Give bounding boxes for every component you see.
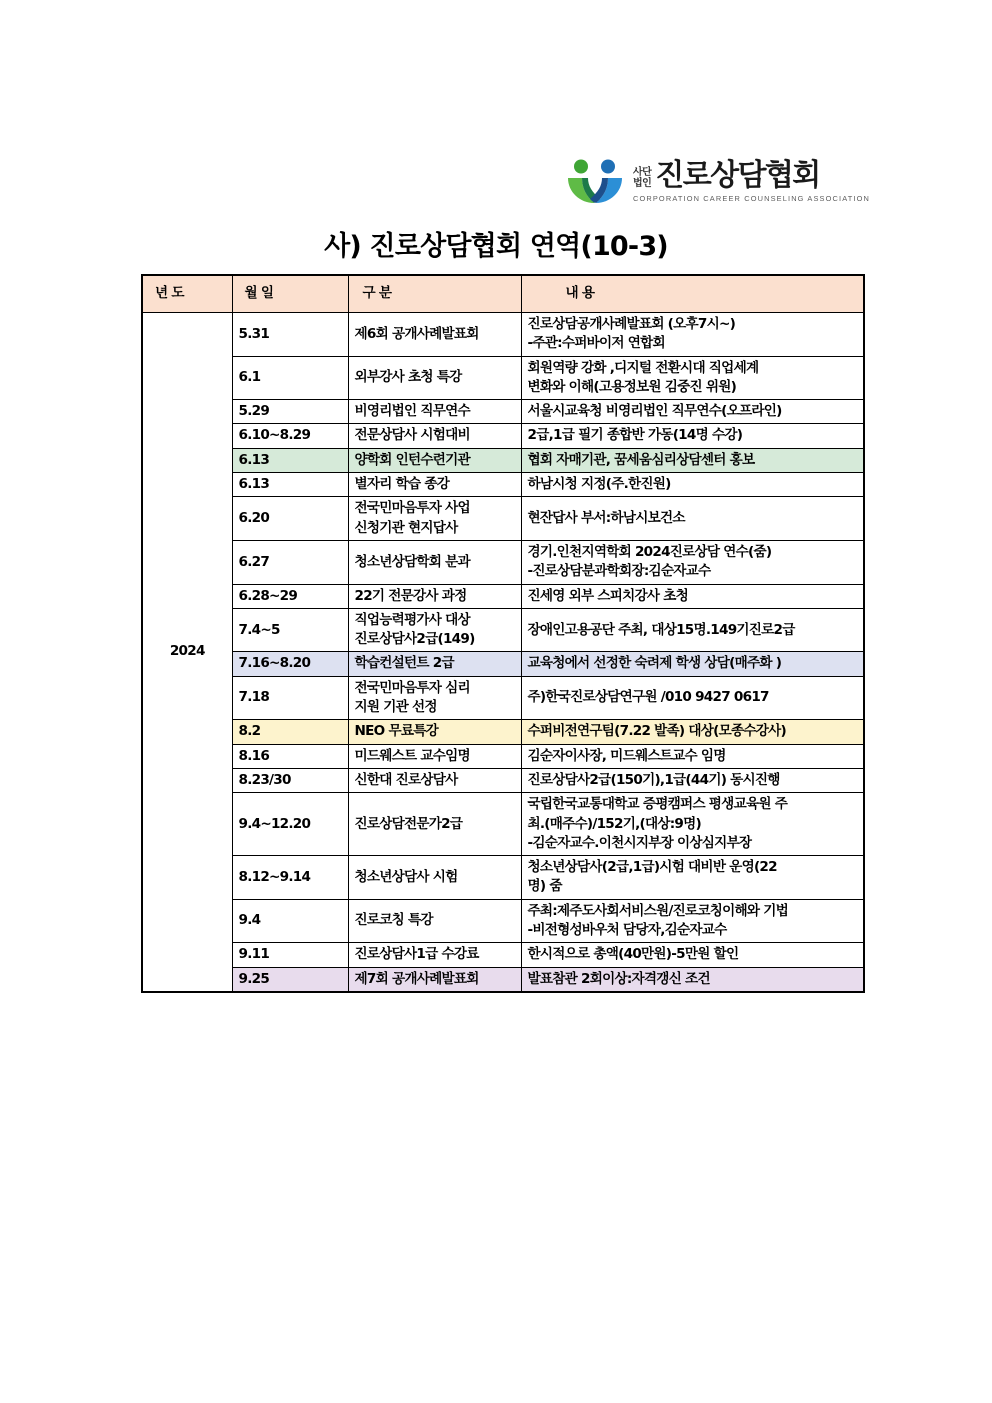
date-cell: 9.4~12.20 [232, 793, 348, 856]
date-cell: 8.2 [232, 720, 348, 744]
desc-line: 교육청에서 선정한 숙려제 학생 상담(매주화 ) [527, 655, 782, 672]
date-cell: 6.1 [232, 356, 348, 400]
date-cell: 7.4~5 [232, 608, 348, 652]
desc-line: 국립한국교통대학교 증평캠퍼스 평생교육원 주 [527, 796, 788, 813]
desc-line: 진로상담공개사례발표회 (오후7시~) [527, 316, 736, 332]
kind-line: 진로상담사2급(149) [354, 631, 475, 648]
kind-cell: 비영리법인 직무연수 [348, 400, 521, 424]
desc-line: 김순자이사장, 미드웨스트교수 임명 [527, 747, 726, 764]
logo-english-label: CORPORATION CAREER COUNSELING ASSOCIATION [632, 194, 870, 204]
date-cell: 9.25 [232, 967, 348, 992]
desc-cell [521, 652, 864, 676]
date-cell: 9.4 [232, 899, 348, 943]
logo-text [632, 158, 870, 204]
kind-line: 전국민마음투자 사업 [354, 500, 470, 517]
table-row [142, 899, 864, 943]
kind-cell [348, 497, 521, 541]
table-row [142, 608, 864, 652]
date-cell: 6.13 [232, 473, 348, 497]
kind-cell: 제6회 공개사례발표회 [348, 313, 521, 357]
table-row [142, 356, 864, 400]
table-row [142, 400, 864, 424]
kind-cell: 미드웨스트 교수임명 [348, 744, 521, 768]
desc-cell [521, 608, 864, 652]
table-row [142, 768, 864, 792]
header-kind: 구 분 [348, 275, 521, 313]
desc-line: 진로상담사2급(150기),1급(44기) 동시진행 [527, 771, 780, 788]
kind-cell: 외부강사 초청 특강 [348, 356, 521, 400]
date-cell: 9.11 [232, 943, 348, 967]
date-cell: 7.16~8.20 [232, 652, 348, 676]
desc-cell [521, 584, 864, 608]
kind-cell: 제7회 공개사례발표회 [348, 967, 521, 992]
kind-cell: 진로상담사1급 수강료 [348, 943, 521, 967]
desc-line: 서울시교육청 비영리법인 직무연수(오프라인) [527, 403, 782, 420]
date-cell: 6.13 [232, 448, 348, 472]
desc-line: 청소년상담사(2급,1급)시험 대비반 운영(22 [527, 859, 777, 876]
desc-line: 주최:제주도사회서비스원/진로코칭이해와 기법 [527, 902, 789, 919]
table-row [142, 793, 864, 856]
kind-cell: 전문상담사 시험대비 [348, 424, 521, 448]
date-cell: 8.16 [232, 744, 348, 768]
date-cell: 6.20 [232, 497, 348, 541]
desc-cell [521, 473, 864, 497]
date-cell: 6.28~29 [232, 584, 348, 608]
kind-line: 신청기관 현지답사 [354, 519, 458, 536]
desc-line: 한시적으로 총액(40만원)-5만원 할인 [527, 946, 739, 963]
desc-cell [521, 793, 864, 856]
date-cell: 6.27 [232, 540, 348, 584]
desc-line: 경기.인천지역학회 2024진로상담 연수(줌) [527, 543, 772, 560]
desc-line: 변화와 이해(고용정보원 김중진 위원) [527, 378, 737, 395]
kind-cell: 학습컨설턴트 2급 [348, 652, 521, 676]
table-row [142, 473, 864, 497]
history-table-body [142, 313, 864, 992]
desc-cell [521, 967, 864, 992]
header-desc: 내 용 [521, 275, 864, 313]
desc-line: 진세영 외부 스피치강사 초청 [527, 587, 689, 604]
kind-cell: 신한대 진로상담사 [348, 768, 521, 792]
desc-line: -비전형성바우처 담당자,김순자교수 [527, 922, 727, 939]
date-cell: 8.23/30 [232, 768, 348, 792]
table-row [142, 744, 864, 768]
logo-mark-icon [566, 158, 624, 206]
desc-cell [521, 899, 864, 943]
desc-line: 협회 자매기관, 꿈세움심리상담센터 홍보 [527, 451, 755, 468]
desc-line: 하남시청 지정(주.한진원) [527, 476, 671, 493]
desc-cell [521, 448, 864, 472]
desc-line: 수퍼비전연구팀(7.22 발족) 대상(모종수강사) [527, 723, 786, 740]
desc-cell [521, 400, 864, 424]
history-table [141, 274, 865, 993]
table-row [142, 943, 864, 967]
table-header-row [142, 275, 864, 313]
desc-cell [521, 943, 864, 967]
desc-cell [521, 424, 864, 448]
desc-line: 명) 줌 [527, 878, 562, 895]
desc-line: 장애인고용공단 주최, 대상15명.149기진로2급 [527, 621, 795, 638]
table-row [142, 856, 864, 900]
kind-cell: 청소년상담사 시험 [348, 856, 521, 900]
table-row [142, 540, 864, 584]
desc-line: 발표참관 2회이상:자격갱신 조건 [527, 970, 710, 987]
table-row [142, 676, 864, 720]
date-cell: 5.31 [232, 313, 348, 357]
date-cell: 6.10~8.29 [232, 424, 348, 448]
kind-line: 지원 기관 선정 [354, 699, 437, 716]
kind-cell: 청소년상담학회 분과 [348, 540, 521, 584]
desc-line: 회원역량 강화 ,디지털 전환시대 직업세계 [527, 359, 759, 376]
desc-cell [521, 856, 864, 900]
logo-sub-label: 사단 법인 [632, 166, 652, 190]
kind-cell: 별자리 학습 종강 [348, 473, 521, 497]
table-row [142, 967, 864, 992]
desc-cell [521, 676, 864, 720]
desc-cell [521, 720, 864, 744]
desc-line: -진로상담분과학회장:김순자교수 [527, 563, 711, 580]
kind-cell: 22기 전문강사 과정 [348, 584, 521, 608]
kind-cell: 양학회 인턴수련기관 [348, 448, 521, 472]
desc-line: 최.(매주수)/152기,(대상:9명) [527, 815, 701, 832]
kind-cell [348, 676, 521, 720]
kind-cell [348, 608, 521, 652]
kind-cell: 진로상담전문가2급 [348, 793, 521, 856]
table-row [142, 313, 864, 357]
desc-cell [521, 768, 864, 792]
desc-cell [521, 540, 864, 584]
history-table-wrap [141, 274, 863, 993]
header-date: 월 일 [232, 275, 348, 313]
desc-line: 2급,1급 필기 종합반 가동(14명 수강) [527, 427, 743, 444]
desc-line: 현잔답사 부서:하남시보건소 [527, 510, 685, 527]
kind-line: 직업능력평가사 대상 [354, 611, 470, 628]
kind-cell: 진로코칭 특강 [348, 899, 521, 943]
table-row [142, 448, 864, 472]
desc-line: 주)한국진로상담연구원 /010 9427 0617 [527, 689, 769, 706]
date-cell: 8.12~9.14 [232, 856, 348, 900]
date-cell: 7.18 [232, 676, 348, 720]
desc-cell [521, 744, 864, 768]
desc-cell [521, 356, 864, 400]
table-row [142, 720, 864, 744]
table-row [142, 497, 864, 541]
kind-line: 전국민마음투자 심리 [354, 679, 470, 696]
desc-line: -김순자교수.이천시지부장 이상심지부장 [527, 834, 752, 851]
kind-cell: NEO 무료특강 [348, 720, 521, 744]
year-cell: 2024 [142, 313, 232, 992]
header-year: 년 도 [142, 275, 232, 313]
desc-cell [521, 313, 864, 357]
table-row [142, 424, 864, 448]
date-cell: 5.29 [232, 400, 348, 424]
logo-main-label: 진로상담협회 [655, 158, 820, 194]
association-logo [566, 158, 870, 206]
desc-line: -주관:수퍼바이저 연합회 [527, 335, 665, 352]
table-row [142, 652, 864, 676]
table-row [142, 584, 864, 608]
page-title: 사) 진로상담협회 연역(10-3) [324, 231, 668, 262]
desc-cell [521, 497, 864, 541]
